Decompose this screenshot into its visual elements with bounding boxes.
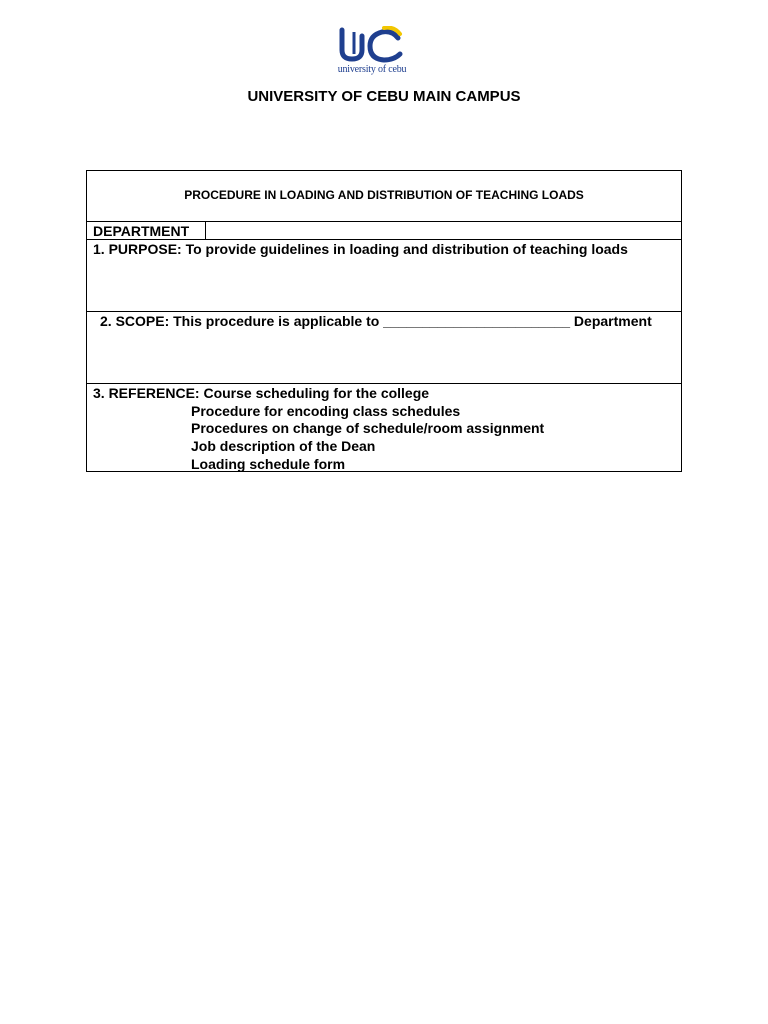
department-label: DEPARTMENT	[93, 223, 190, 239]
reference-row	[87, 384, 681, 471]
form-title: PROCEDURE IN LOADING AND DISTRIBUTION OF TEACHING LOADS	[184, 188, 584, 202]
scope-row	[87, 312, 681, 384]
page-title: UNIVERSITY OF CEBU MAIN CAMPUS	[247, 88, 521, 105]
reference-list	[191, 403, 544, 474]
department-cell-divider	[205, 222, 206, 239]
reference-item: Procedure for encoding class schedules	[191, 402, 461, 419]
department-row	[87, 222, 681, 240]
form-title-row	[87, 171, 681, 222]
reference-item: Loading schedule form	[191, 455, 346, 472]
reference-item: Job description of the Dean	[191, 438, 376, 454]
reference-item: Procedures on change of schedule/room assignment	[191, 420, 545, 437]
scope-text: 2. SCOPE: This procedure is applicable to ________________________ Department	[100, 313, 652, 329]
procedure-form-table	[86, 170, 682, 472]
purpose-text: 1. PURPOSE: To provide guidelines in loading and distribution of teaching loads	[93, 241, 628, 257]
university-logo	[330, 26, 414, 78]
uc-monogram-icon	[330, 26, 414, 66]
logo-tagline: university of cebu	[337, 64, 407, 75]
reference-label: 3. REFERENCE: Course scheduling for the college	[93, 385, 430, 401]
purpose-row	[87, 240, 681, 312]
